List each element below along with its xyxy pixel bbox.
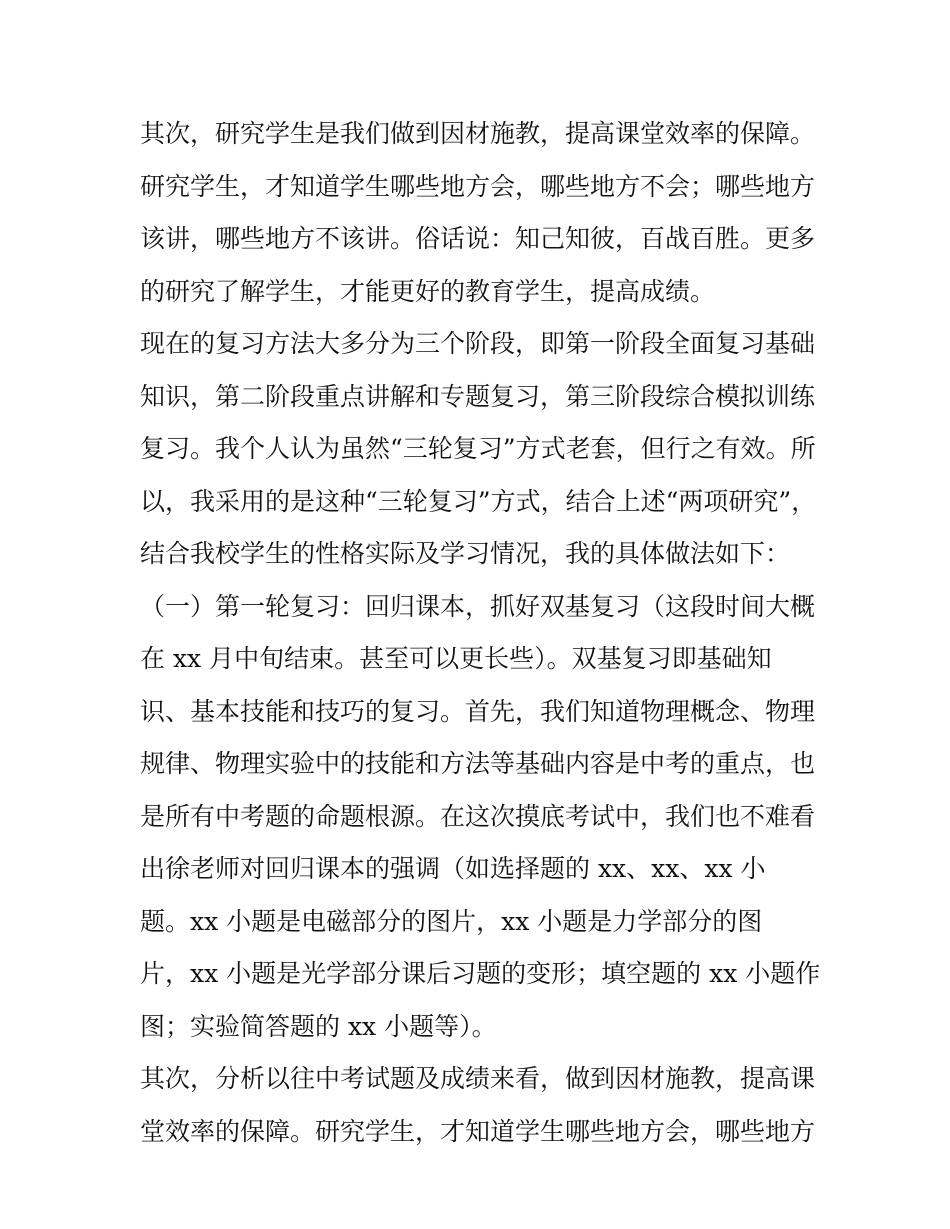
text-line-2: 研究学生，才知道学生哪些地方会，哪些地方不会；哪些地方: [140, 171, 816, 201]
text-line-12: 识、基本技能和技巧的复习。首先，我们知道物理概念、物理: [140, 696, 816, 726]
text-line-6: 知识，第二阶段重点讲解和专题复习，第三阶段综合模拟训练: [140, 381, 816, 411]
text-line-1: 其次，研究学生是我们做到因材施教，提高课堂效率的保障。: [140, 119, 816, 148]
text-line-11: 在 xx 月中旬结束。甚至可以更长些）。双基复习即基础知: [140, 644, 772, 673]
text-line-13: 规律、物理实验中的技能和方法等基础内容是中考的重点，也: [140, 749, 816, 778]
text-line-17: 片，xx 小题是光学部分课后习题的变形；填空题的 xx 小题作: [140, 959, 821, 988]
text-line-14: 是所有中考题的命题根源。在这次摸底考试中，我们也不难看: [140, 801, 816, 831]
text-line-5: 现在的复习方法大多分为三个阶段，即第一阶段全面复习基础: [140, 329, 816, 358]
text-line-4: 的研究了解学生，才能更好的教育学生，提高成绩。: [140, 276, 716, 306]
text-line-18: 图；实验简答题的 xx 小题等）。: [140, 1011, 497, 1041]
text-line-19: 其次，分析以往中考试题及成绩来看，做到因材施教，提高课: [140, 1064, 816, 1093]
text-line-15: 出徐老师对回归课本的强调（如选择题的 xx、xx、xx 小: [140, 854, 766, 883]
text-line-8: 以，我采用的是这种“三轮复习”方式，结合上述“两项研究”，: [140, 486, 817, 516]
text-line-9: 结合我校学生的性格实际及学习情况，我的具体做法如下：: [140, 539, 791, 568]
text-line-10: （一）第一轮复习：回归课本，抓好双基复习（这段时间大概: [140, 591, 816, 621]
body-text: [140, 108, 820, 1158]
text-line-20: 堂效率的保障。研究学生，才知道学生哪些地方会，哪些地方: [140, 1116, 816, 1146]
text-line-16: 题。xx 小题是电磁部分的图片，xx 小题是力学部分的图: [140, 906, 763, 936]
text-line-7: 复习。我个人认为虽然“三轮复习”方式老套，但行之有效。所: [140, 434, 816, 463]
text-line-3: 该讲，哪些地方不该讲。俗话说：知己知彼，百战百胜。更多: [140, 224, 816, 253]
